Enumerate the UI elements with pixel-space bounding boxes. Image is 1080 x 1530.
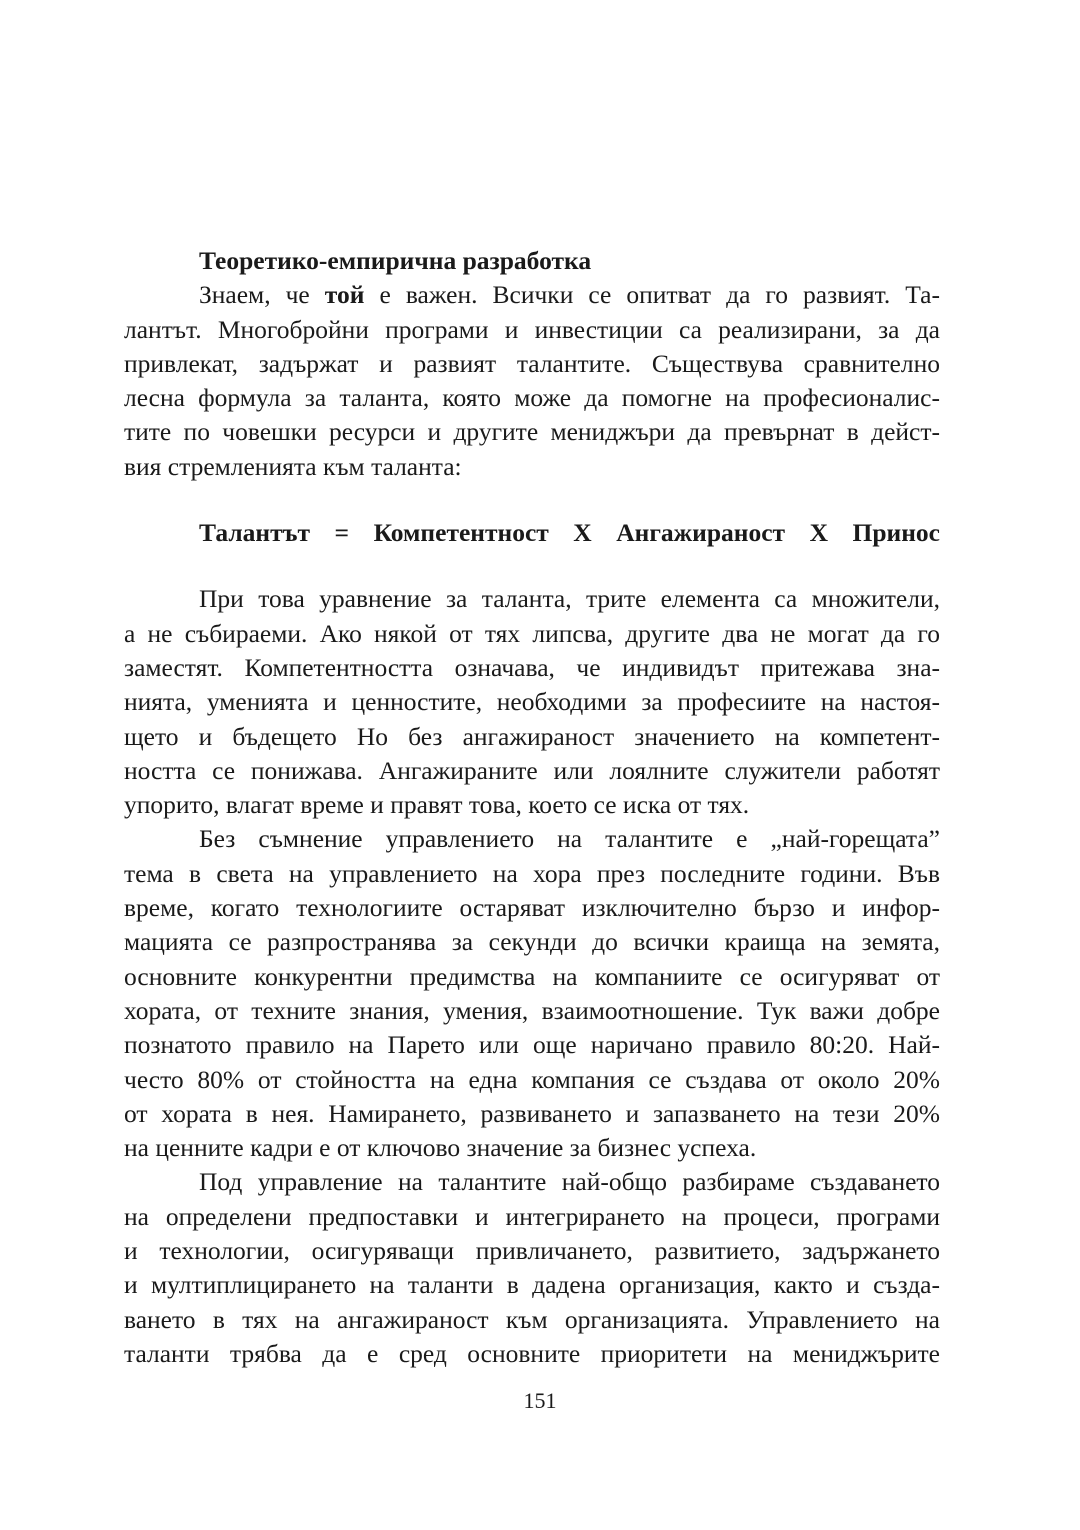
paragraph-3-line: време, когато технологиите остаряват изключително бързо и инфор- xyxy=(124,893,940,923)
paragraph-3-line: познатото правило на Парето или още наричано правило 80:20. Най- xyxy=(124,1030,940,1060)
paragraph-3-line: тема в света на управлението на хора през последните години. Във xyxy=(124,858,940,888)
paragraph-1-line-1 xyxy=(124,278,940,312)
paragraph-3-line: основните конкурентни предимства на компаниите се осигуряват от xyxy=(124,961,940,991)
paragraph-4-line: ването в тях на ангажираност към организацията. Управлението на xyxy=(124,1304,940,1334)
paragraph-4-line: Под управление на талантите най-общо разбираме създаването xyxy=(199,1167,940,1197)
paragraph-3-line: често 80% от стойността на една компания се създава от около 20% xyxy=(124,1064,940,1094)
paragraph-3-line: от хората в нея. Намирането, развиването и запазването на тези 20% xyxy=(124,1098,940,1128)
talent-formula: Талантът = Компетентност Х Ангажираност Х Принос xyxy=(199,518,940,548)
paragraph-1-line: вия стремленията към таланта: xyxy=(124,451,462,481)
p1-text-b: е важен. Всички се опитват да го развият. Та- xyxy=(364,280,940,310)
paragraph-1-line: лесна формула за таланта, която може да помогне на професионалис- xyxy=(124,383,940,413)
paragraph-4-line: и мултиплицирането на таланти в дадена организация, както и създа- xyxy=(124,1270,940,1300)
paragraph-2-line: щето и бъдещето Но без ангажираност значението на компетент- xyxy=(124,721,940,751)
paragraph-1-line: тите по човешки ресурси и другите мениджъри да превърнат в дейст- xyxy=(124,417,940,447)
paragraph-1-line: привлекат, задържат и развият талантите. Съществува сравнително xyxy=(124,348,940,378)
paragraph-4-line: таланти трябва да е сред основните приоритети на мениджърите xyxy=(124,1338,940,1368)
paragraph-1-line: лантът. Многобройни програми и инвестиции са реализирани, за да xyxy=(124,314,940,344)
paragraph-3-line: на ценните кадри е от ключово значение за бизнес успеха. xyxy=(124,1133,757,1163)
paragraph-2-line: ността се понижава. Ангажираните или лоялните служители работят xyxy=(124,755,940,785)
paragraph-2-line: а не събираеми. Ако някой от тях липсва, другите два не могат да го xyxy=(124,618,940,648)
paragraph-2-line: упорито, влагат време и правят това, което се иска от тях. xyxy=(124,790,750,820)
paragraph-2-line: заместят. Компетентността означава, че индивидът притежава зна- xyxy=(124,652,940,682)
paragraph-3-line: мацията се разпространява за секунди до всички краища на земята, xyxy=(124,927,940,957)
paragraph-4-line: и технологии, осигуряващи привличането, развитието, задържането xyxy=(124,1236,940,1266)
page-number: 151 xyxy=(523,1388,557,1413)
paragraph-4-line: на определени предпоставки и интегрирането на процеси, програми xyxy=(124,1201,940,1231)
section-heading: Теоретико-емпирична разработка xyxy=(199,246,592,275)
p1-bold-word: той xyxy=(324,280,365,310)
paragraph-2-line: При това уравнение за таланта, трите елемента са множители, xyxy=(199,584,940,614)
page-body xyxy=(124,244,940,1371)
paragraph-2-line: нията, уменията и ценностите, необходими за професиите на настоя- xyxy=(124,687,940,717)
p1-text-a: Знаем, че xyxy=(199,280,325,310)
paragraph-3-line: хората, от техните знания, умения, взаимоотношение. Тук важи добре xyxy=(124,995,940,1025)
paragraph-3-line: Без съмнение управлението на талантите е „най-горещата” xyxy=(199,824,940,854)
